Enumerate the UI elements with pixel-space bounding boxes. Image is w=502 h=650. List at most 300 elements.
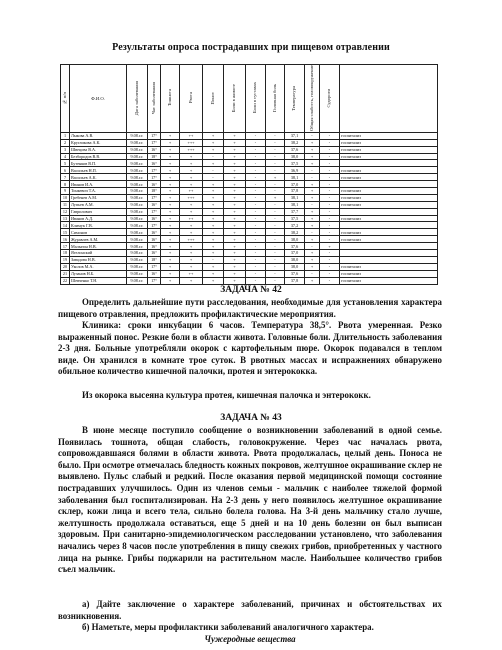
table-cell: -: [320, 222, 340, 229]
table-cell: -: [203, 256, 224, 263]
table-cell: +: [305, 236, 320, 243]
table-cell: +: [203, 208, 224, 215]
table-cell: -: [266, 188, 285, 195]
table-row: [61, 146, 438, 153]
table-cell: 16°: [148, 215, 161, 222]
table-cell: +: [161, 181, 180, 188]
table-cell: 17°: [148, 139, 161, 146]
table-cell: [340, 222, 438, 229]
header-cell: Час заболевания: [148, 65, 161, 133]
table-cell: +: [161, 229, 180, 236]
table-cell: 38,2: [285, 139, 305, 146]
table-cell: +: [161, 167, 180, 174]
table-cell: 1: [61, 132, 70, 139]
document-title: Результаты опроса пострадавших при пищевом отравлении: [112, 42, 390, 53]
table-cell: +: [224, 256, 246, 263]
table-cell: Кругликова А.К.: [70, 139, 127, 146]
table-cell: -: [266, 208, 285, 215]
table-cell: 8: [61, 181, 70, 188]
task-43-description: В июне месяце поступило сообщение о возникновении заболеваний в одной семье. Появилась тошнота, общая слабость, головокружение. Через час началась рвота, сопровождавшаяся болями в области живота. Рвота продолжалась, целый день. Поноса не было. При осмотре отмечалась бледность кожных покровов, желтушное окрашивание склер не выявлено. Пульс слабый и редкий. После оказания первой медицинской помощи состояние пострадавших улучшилось. Один из членов семьи - мальчик с наиболее тяжелой формой заболевания был госпитализирован. На 2-3 день у него появилось желтушное окрашивание склер, кожи лица и всего тела, сильно болела голова. На 3-й день мальчику стало лучше, желтушность продолжала оставаться, еще 5 дней и на 10 день болезни он был выписан здоровым. При санитарно-эпидемиологическом расследовании установлено, что заболевания начались через 8 часов после употребления в пищу свежих грибов, приобретенных у частного лица на рынке. Грибы поджарили на растительном масле. Наибольшее количество грибов съел мальчик.: [58, 425, 442, 575]
table-cell: 9.08.г.г.: [127, 146, 148, 153]
table-cell: +: [305, 256, 320, 263]
table-cell: +: [161, 243, 180, 250]
table-cell: +: [180, 174, 203, 181]
table-cell: 17°: [148, 132, 161, 139]
table-cell: 9.08.г.г.: [127, 256, 148, 263]
table-cell: 38,2: [285, 229, 305, 236]
table-cell: +: [224, 270, 246, 277]
table-cell: 37,6: [285, 270, 305, 277]
table-cell: 38,0: [285, 236, 305, 243]
table-cell: 22: [61, 277, 70, 284]
table-cell: 9.08.г.г.: [127, 250, 148, 257]
table-cell: 9.08.г.г.: [127, 153, 148, 160]
table-cell: +: [203, 146, 224, 153]
header-cell: Головная боль: [266, 65, 285, 133]
table-cell: +: [161, 215, 180, 222]
table-cell: госпитализ: [340, 174, 438, 181]
table-cell: 9.08.г.г.: [127, 270, 148, 277]
table-cell: госпитализ: [340, 146, 438, 153]
table-cell: +: [224, 229, 246, 236]
table-cell: +: [161, 222, 180, 229]
table-cell: 16°: [148, 181, 161, 188]
table-body: [61, 132, 438, 284]
table-cell: +: [266, 194, 285, 201]
table-cell: +: [161, 270, 180, 277]
table-row: [61, 222, 438, 229]
table-cell: -: [246, 229, 266, 236]
table-cell: [340, 256, 438, 263]
table-cell: 37,5: [285, 160, 305, 167]
table-cell: 16°: [148, 201, 161, 208]
table-cell: Завадова Н.В.: [70, 256, 127, 263]
table-cell: +: [203, 160, 224, 167]
table-cell: +: [203, 229, 224, 236]
table-cell: -: [266, 139, 285, 146]
table-cell: +: [305, 181, 320, 188]
table-cell: +: [305, 250, 320, 257]
table-cell: 6: [61, 167, 70, 174]
table-cell: -: [266, 250, 285, 257]
table-cell: +: [305, 160, 320, 167]
table-cell: госпитализ: [340, 229, 438, 236]
table-cell: +: [224, 167, 246, 174]
table-cell: Шевченко Т.Н.: [70, 277, 127, 284]
table-cell: Иванов И.А.: [70, 181, 127, 188]
table-cell: 9.08.г.г.: [127, 243, 148, 250]
table-cell: -: [320, 263, 340, 270]
table-cell: -: [266, 263, 285, 270]
table-cell: 5: [61, 160, 70, 167]
table-cell: 15: [61, 229, 70, 236]
table-row: [61, 174, 438, 181]
table-cell: госпитализ: [340, 263, 438, 270]
table-cell: -: [266, 236, 285, 243]
table-cell: 14: [61, 222, 70, 229]
table-cell: -: [320, 188, 340, 195]
table-cell: Уколов М.А.: [70, 263, 127, 270]
table-cell: Журавлев А.М.: [70, 236, 127, 243]
table-cell: +: [203, 132, 224, 139]
table-cell: +: [203, 222, 224, 229]
table-cell: Лузанов Н.Б.: [70, 270, 127, 277]
table-cell: 19: [61, 256, 70, 263]
table-cell: -: [246, 222, 266, 229]
table-row: [61, 243, 438, 250]
table-cell: 9.08.г.г.: [127, 236, 148, 243]
table-cell: -: [246, 236, 266, 243]
table-cell: 37,0: [285, 250, 305, 257]
table-cell: +: [161, 256, 180, 263]
table-cell: 18°: [148, 188, 161, 195]
table-cell: 7: [61, 174, 70, 181]
table-cell: -: [266, 132, 285, 139]
table-cell: [340, 181, 438, 188]
table-row: [61, 167, 438, 174]
table-cell: Симонов: [70, 229, 127, 236]
table-cell: -: [246, 263, 266, 270]
table-cell: +: [320, 243, 340, 250]
table-cell: 37,0: [285, 181, 305, 188]
table-cell: +: [180, 222, 203, 229]
table-cell: 38,0: [285, 263, 305, 270]
header-cell: Тошнота: [161, 65, 180, 133]
table-cell: 16°: [148, 250, 161, 257]
table-cell: +: [180, 181, 203, 188]
table-cell: -: [320, 215, 340, 222]
table-cell: -: [320, 250, 340, 257]
table-cell: -: [266, 243, 285, 250]
table-row: [61, 132, 438, 139]
table-cell: 37,1: [285, 132, 305, 139]
task-43-question-a: а) Дайте заключение о характере заболеваний, причинах и обстоятельствах их возникновения.: [58, 599, 442, 621]
table-cell: +: [161, 174, 180, 181]
table-cell: +: [161, 139, 180, 146]
table-cell: Климук Г.В.: [70, 222, 127, 229]
table-cell: -: [305, 229, 320, 236]
table-cell: 17°: [148, 208, 161, 215]
table-cell: 16°: [148, 160, 161, 167]
table-cell: +: [224, 174, 246, 181]
table-cell: [340, 250, 438, 257]
table-cell: +: [161, 188, 180, 195]
table-cell: -: [266, 181, 285, 188]
table-cell: +: [203, 263, 224, 270]
table-cell: 9.08.г.г.: [127, 132, 148, 139]
table-cell: 16°: [148, 146, 161, 153]
table-cell: Бутенков В.П.: [70, 160, 127, 167]
table-cell: +: [305, 208, 320, 215]
table-cell: 9: [61, 188, 70, 195]
table-cell: +: [161, 208, 180, 215]
table-cell: ++: [180, 215, 203, 222]
table-row: [61, 256, 438, 263]
table-cell: -: [266, 270, 285, 277]
table-cell: -: [320, 132, 340, 139]
table-row: [61, 229, 438, 236]
table-cell: +: [203, 270, 224, 277]
table-cell: +: [305, 146, 320, 153]
table-cell: +: [161, 194, 180, 201]
table-cell: 17°: [148, 263, 161, 270]
table-cell: +: [224, 153, 246, 160]
task-43-title: ЗАДАЧА № 43: [220, 413, 282, 423]
header-cell: Понос: [203, 65, 224, 133]
table-cell: -: [266, 167, 285, 174]
table-cell: -: [320, 139, 340, 146]
table-cell: +: [180, 208, 203, 215]
table-cell: +: [203, 201, 224, 208]
table-cell: -: [320, 153, 340, 160]
table-cell: +: [203, 250, 224, 257]
table-cell: 9.08.г.г.: [127, 167, 148, 174]
table-cell: 3: [61, 146, 70, 153]
table-cell: -: [320, 201, 340, 208]
table-cell: 38,0: [285, 153, 305, 160]
table-cell: 9.08.г.г.: [127, 181, 148, 188]
table-cell: -: [320, 256, 340, 263]
table-cell: +: [161, 132, 180, 139]
table-cell: -: [203, 174, 224, 181]
table-cell: госпитализ: [340, 236, 438, 243]
table-cell: -: [305, 201, 320, 208]
header-cell: Ф.И.О.: [70, 65, 127, 133]
table-cell: +: [224, 277, 246, 284]
table-cell: -: [246, 132, 266, 139]
task-42-instruction: Определить дальнейшие пути расследования, необходимые для установления характера пищевого отравления, предложить профилактические мероприятия.: [58, 297, 442, 319]
header-cell: Температура: [285, 65, 305, 133]
table-cell: +: [161, 263, 180, 270]
table-cell: Лупьев А.М.: [70, 201, 127, 208]
table-cell: Швецова В.А.: [70, 146, 127, 153]
header-cell: [340, 65, 438, 133]
table-cell: +: [161, 160, 180, 167]
table-cell: госпитализ: [340, 215, 438, 222]
task-42-culture: Из окорока высеяна культура протея, кишечная палочка и энтерококк.: [82, 390, 371, 400]
table-cell: Васильев Н.П.: [70, 167, 127, 174]
table-cell: +: [224, 236, 246, 243]
table-cell: 37,7: [285, 208, 305, 215]
table-cell: 9.08.г.г.: [127, 194, 148, 201]
table-row: [61, 215, 438, 222]
table-cell: +: [180, 160, 203, 167]
table-cell: +: [161, 236, 180, 243]
table-cell: -: [320, 194, 340, 201]
table-row: [61, 188, 438, 195]
table-cell: 12: [61, 208, 70, 215]
table-row: [61, 277, 438, 284]
table-cell: 10: [61, 194, 70, 201]
header-cell: Рвота: [180, 65, 203, 133]
table-cell: +: [305, 215, 320, 222]
table-cell: +: [305, 222, 320, 229]
table-cell: +: [224, 243, 246, 250]
header-cell: Судороги: [320, 65, 340, 133]
table-cell: +: [224, 222, 246, 229]
table-header-row: [61, 65, 438, 133]
table-cell: -: [320, 160, 340, 167]
table-cell: +: [305, 277, 320, 284]
table-cell: +: [180, 256, 203, 263]
table-cell: 13: [61, 215, 70, 222]
table-cell: +: [180, 277, 203, 284]
header-cell: Боли в суставах: [246, 65, 266, 133]
table-row: [61, 270, 438, 277]
table-cell: 38,1: [285, 174, 305, 181]
table-row: [61, 250, 438, 257]
table-cell: +: [180, 250, 203, 257]
table-cell: Иванов А.Д.: [70, 215, 127, 222]
table-cell: Лыкова А.В.: [70, 132, 127, 139]
table-cell: 16: [61, 236, 70, 243]
table-cell: +: [224, 181, 246, 188]
table-cell: госпитализ: [340, 201, 438, 208]
table-cell: госпитализ: [340, 188, 438, 195]
table-cell: +: [161, 146, 180, 153]
table-cell: +: [180, 153, 203, 160]
table-cell: 37,6: [285, 146, 305, 153]
table-row: [61, 236, 438, 243]
header-cell: Боли в животе: [224, 65, 246, 133]
table-cell: -: [266, 229, 285, 236]
table-cell: -: [203, 167, 224, 174]
table-cell: -: [320, 208, 340, 215]
table-row: [61, 139, 438, 146]
table-cell: 17°: [148, 222, 161, 229]
table-cell: -: [305, 167, 320, 174]
table-cell: 16°: [148, 243, 161, 250]
table-row: [61, 263, 438, 270]
table-cell: [340, 243, 438, 250]
table-cell: госпитализ: [340, 139, 438, 146]
table-cell: -: [320, 270, 340, 277]
table-cell: 9.08.г.г.: [127, 139, 148, 146]
table-cell: Ягелонский: [70, 250, 127, 257]
table-cell: -: [246, 146, 266, 153]
table-cell: ++: [180, 132, 203, 139]
table-cell: +: [161, 153, 180, 160]
table-cell: +: [224, 132, 246, 139]
table-cell: госпитализ: [340, 132, 438, 139]
table-cell: -: [320, 174, 340, 181]
table-cell: 9.08.г.г.: [127, 174, 148, 181]
table-cell: 37,6: [285, 243, 305, 250]
table-row: [61, 153, 438, 160]
table-cell: +: [161, 201, 180, 208]
table-cell: -: [246, 243, 266, 250]
table-cell: 9.08.г.г.: [127, 277, 148, 284]
table-cell: +++: [180, 236, 203, 243]
table-cell: +: [305, 194, 320, 201]
table-cell: ++: [180, 270, 203, 277]
table-cell: 9.08.г.г.: [127, 160, 148, 167]
table-cell: -: [246, 188, 266, 195]
table-cell: -: [266, 256, 285, 263]
table-cell: +++: [180, 194, 203, 201]
table-cell: +++: [180, 139, 203, 146]
table-cell: +: [203, 215, 224, 222]
table-cell: -: [246, 277, 266, 284]
table-cell: Малыгин Н.В.: [70, 243, 127, 250]
section-note: Чужеродные вещества: [204, 634, 296, 644]
table-cell: +: [224, 208, 246, 215]
table-cell: -: [246, 139, 266, 146]
table-cell: Васильев А.К.: [70, 174, 127, 181]
task-42-title: ЗАДАЧА № 42: [220, 285, 282, 295]
table-cell: +: [224, 250, 246, 257]
table-cell: 17°: [148, 174, 161, 181]
table-cell: -: [246, 215, 266, 222]
table-cell: 37,8: [285, 188, 305, 195]
table-cell: 11: [61, 201, 70, 208]
table-cell: госпитализ: [340, 167, 438, 174]
table-cell: 9.08.г.г.: [127, 222, 148, 229]
table-cell: -: [320, 229, 340, 236]
table-cell: 21: [61, 270, 70, 277]
table-cell: -: [246, 153, 266, 160]
table-cell: 4: [61, 153, 70, 160]
table-cell: +: [305, 263, 320, 270]
table-cell: 17°: [148, 167, 161, 174]
table-cell: -: [320, 277, 340, 284]
table-cell: 18°: [148, 153, 161, 160]
table-cell: [340, 208, 438, 215]
table-cell: -: [266, 222, 285, 229]
survey-table: [60, 64, 438, 285]
table-cell: -: [246, 160, 266, 167]
table-cell: 20: [61, 263, 70, 270]
table-cell: +: [203, 194, 224, 201]
table-cell: +: [180, 263, 203, 270]
table-cell: -: [266, 153, 285, 160]
table-cell: Безбородов В.В.: [70, 153, 127, 160]
table-cell: +: [203, 188, 224, 195]
task-43-question-b: б) Наметьте, меры профилактики заболеваний аналогичного характера.: [82, 622, 374, 632]
table-cell: Гребенев А.М.: [70, 194, 127, 201]
table-cell: 9.08.г.г.: [127, 229, 148, 236]
table-cell: 18: [61, 250, 70, 257]
table-cell: -: [266, 160, 285, 167]
table-cell: +: [180, 243, 203, 250]
table-cell: госпитализ: [340, 153, 438, 160]
table-cell: [340, 160, 438, 167]
table-cell: +: [161, 277, 180, 284]
table-cell: 16°: [148, 229, 161, 236]
table-cell: +: [180, 167, 203, 174]
table-cell: 37,2: [285, 222, 305, 229]
table-cell: +: [224, 215, 246, 222]
table-cell: -: [266, 146, 285, 153]
table-cell: Тонкевич Т.А.: [70, 188, 127, 195]
table-cell: 9.08.г.г.: [127, 215, 148, 222]
table-cell: -: [246, 201, 266, 208]
table-cell: +: [224, 139, 246, 146]
table-cell: +: [180, 201, 203, 208]
table-cell: -: [305, 132, 320, 139]
table-cell: -: [246, 167, 266, 174]
table-cell: -: [266, 277, 285, 284]
table-cell: +: [266, 174, 285, 181]
table-cell: -: [266, 201, 285, 208]
table-cell: +: [203, 243, 224, 250]
table-cell: 38,1: [285, 201, 305, 208]
header-cell: Общая слабость, головокружение: [305, 65, 320, 133]
table-cell: госпитализ: [340, 194, 438, 201]
table-cell: -: [246, 270, 266, 277]
table-cell: +: [161, 250, 180, 257]
table-cell: 36,9: [285, 167, 305, 174]
